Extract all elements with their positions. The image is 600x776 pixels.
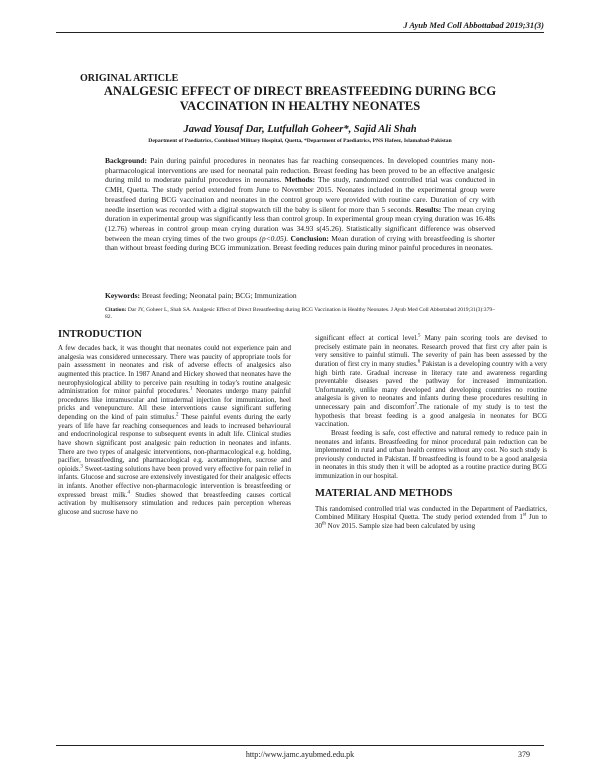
intro-p2-part-b: Many pain scoring tools are devised to precisely estimate pain in neonates. Research proved that first cry after pain is very sensitive to painful stimuli. The severity of pain has been assessed by the duration of first cry in many studies. xyxy=(315,334,547,368)
conclusion-label: Conclusion: xyxy=(290,233,329,243)
affiliation: Department of Paediatrics, Combined Military Hospital, Quetta, *Department of Paediatrics, PNS Hafeez, Islamabad-Pakistan xyxy=(148,138,452,144)
intro-p2-part-a: significant effect at cortical level. xyxy=(315,334,419,342)
citation xyxy=(105,307,495,322)
citation-label: Citation: xyxy=(105,307,127,313)
conclusion-text: Mean duration of crying with breastfeeding is shorter than without breast feeding during BCG immunization. Breast feeding reduces pain during minor painful procedures in neonates. xyxy=(105,233,496,253)
intro-p1-part-a: A few decades back, it was thought that neonates could not experience pain and analgesia was considered unnecessary. There was paucity of appropriate tools for pain assessment in neonates and risk of adverse effects of analgesics also augmented this practice. In 1987 Anand and Hickey showed that neonates have the neurophysiological ability to perceive pain resulting in today's routine analgesic administration for minor painful procedures. xyxy=(58,344,291,396)
intro-paragraph-3: Breast feeding is safe, cost effective and natural remedy to reduce pain in neonates and infants. Breastfeeding for minor procedural pain reduction can be implemented in rural and urban health centres without any cost. No such study is previously conducted in Pakistan. If breastfeeding is found to be a good analgesia in neonates in this study then it will be adopted as a routine practice during BCG immunization in our hospital. xyxy=(315,428,547,480)
footer-divider xyxy=(56,745,544,746)
intro-p1-part-e: Studies showed that breastfeeding causes cortical activation by multisensory stimulation and reduces pain perception whereas glucose and sucrose have no xyxy=(58,490,291,516)
intro-p1-part-b: Neonates undergo many painful procedures like intramuscular and intradermal injection for immunization, heel pricks and venepuncture. All these interventions cause significant suffering depending on the kind of pain stimulus. xyxy=(58,387,291,421)
intro-paragraph-1 xyxy=(58,344,291,517)
footer-url: http://www.jamc.ayubmed.edu.pk xyxy=(245,750,355,759)
right-column xyxy=(315,334,547,531)
author-list: Jawad Yousaf Dar, Lutfullah Goheer*, Sajid Ali Shah xyxy=(183,124,417,135)
background-text: Pain during painful procedures in neonates has far reaching consequences. In developed countries many non-pharmacological interventions are used for neonatal pain reduction. Breast feeding has been proved to be an effective analgesic during mild to moderate painful procedures in neonates. xyxy=(105,156,496,185)
intro-p2-part-d: .The rationale of my study is to test the hypothesis that breast feeding is a good analgesia in neonates for BCG vaccination. xyxy=(315,403,547,429)
ref-2: 2 xyxy=(175,412,179,418)
journal-header: J Ayub Med Coll Abbottabad 2019;31(3) xyxy=(403,20,544,30)
citation-text: Dar JY, Goheer L, Shah SA. Analgesic Effect of Direct Breastfeeding during BCG Vaccination in Healthy Neonates. J Ayub Med Coll Abbottabad 2019;31(3):379–82. xyxy=(105,307,495,321)
article-type: ORIGINAL ARTICLE xyxy=(80,73,179,84)
header-divider xyxy=(56,32,544,33)
results-label: Results: xyxy=(415,204,442,214)
methods-paragraph-1 xyxy=(315,505,547,531)
methods-heading: MATERIAL AND METHODS xyxy=(315,487,453,499)
page-number: 379 xyxy=(518,750,530,759)
keywords-label: Keywords: xyxy=(105,291,140,300)
methods-text: The study, randomized controlled trial was conducted in CMH, Quetta. The study period extended from June to November 2015. Neonates included in the experimental group were breastfeed during BCG vaccination and neonates in the control group were provided with routine care. Duration of cry with needle insertion was recorded with a digital stopwatch till the baby is silent for more than 5 seconds. xyxy=(105,175,495,214)
intro-paragraph-2 xyxy=(315,334,547,429)
intro-p1-part-c: These painful events during the early years of life have far reaching consequences and leads to increased behavioural and endocrinological response to subsequent events in adult life. Clinical studies have shown significant post analgesic pain reduction in neonates and infants. There are two types of analgesic interventions, non-pharmacological e.g. holding, pacifier, breastfeeding, and pharmacological e.g. acetaminophen, sucrose and opioids. xyxy=(58,413,291,473)
methods-p1-part-b: Jun to 30 xyxy=(315,513,548,530)
intro-p1-part-d: Sweet-tasting solutions have been proved very effective for pain relief in infants. Glucose and sucrose are extensively investigated for their analgesic effects in infants. Another effective non-pharmacologic intervention is breastfeeding or expressed breast milk. xyxy=(58,464,291,499)
results-text: The mean crying duration in experimental group was significantly less than control group. In experimental group mean crying duration was 16.48s (12.76) whereas in control group mean crying duration was 34.93 s(45.26). Statistically significant difference was observed between the mean crying times of the two groups xyxy=(105,204,496,243)
ref-5: 5 xyxy=(418,333,421,339)
ref-4: 4 xyxy=(127,490,130,496)
superscript-st: st xyxy=(522,512,527,518)
methods-p1-part-a: This randomised controlled trial was conducted in the Department of Paediatrics, Combined Military Hospital Quetta. The study period extended from 1 xyxy=(315,504,547,522)
keywords xyxy=(105,291,495,300)
ref-7: 7 xyxy=(414,402,418,408)
methods-label: Methods: xyxy=(284,175,316,185)
paper-title: ANALGESIC EFFECT OF DIRECT BREASTFEEDING DURING BCG VACCINATION IN HEALTHY NEONATES xyxy=(103,84,497,113)
keywords-text: Breast feeding; Neonatal pain; BCG; Immunization xyxy=(141,291,297,300)
background-label: Background: xyxy=(105,156,147,165)
abstract xyxy=(105,156,495,253)
ref-6: 6 xyxy=(417,359,421,365)
methods-p1-part-c: Nov 2015. Sample size had been calculated by using xyxy=(325,521,476,530)
p-value: (p<0.05). xyxy=(259,233,289,243)
introduction-heading: INTRODUCTION xyxy=(58,329,143,340)
ref-3: 3 xyxy=(80,464,83,470)
left-column xyxy=(58,344,291,517)
superscript-th: th xyxy=(322,521,326,527)
ref-1: 1 xyxy=(189,386,193,392)
intro-p2-part-c: Pakistan is a developing country with a very high birth rate. Gradual increase in literacy rate and awareness regarding preventable diseases paved the pathway for increased immunization. Unfortunately, unlike many developed and developing countries no routine analgesia is given to neonates and infants during these procedures resulting in unnecessary pain and discomfort xyxy=(315,359,547,411)
